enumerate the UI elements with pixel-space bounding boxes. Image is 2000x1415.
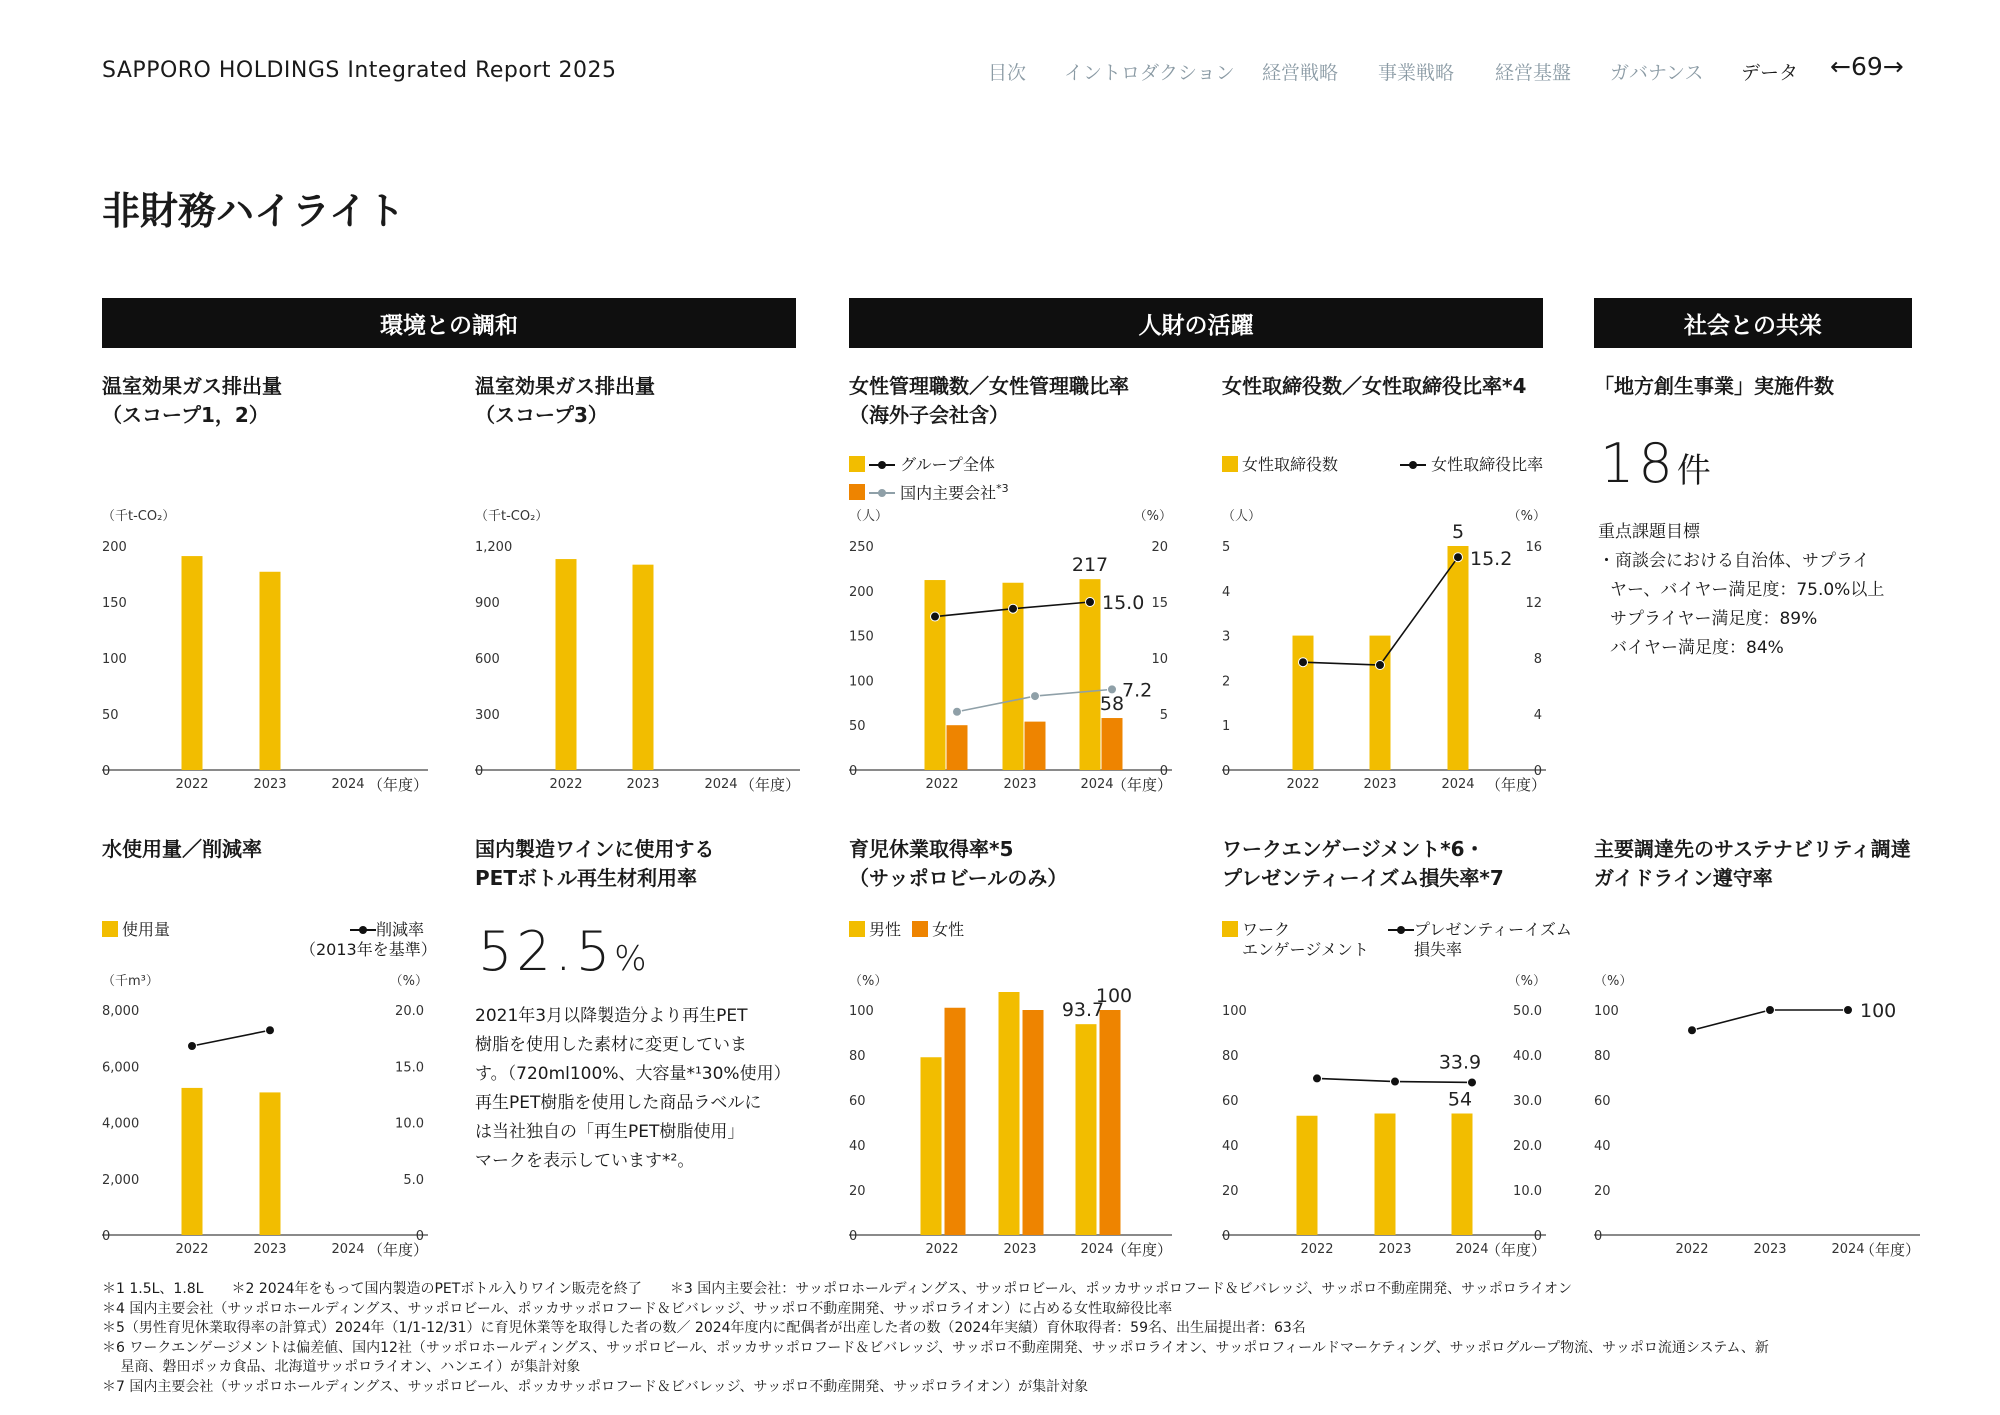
- engagement-bar: [1375, 1114, 1396, 1236]
- engagement-point: [1391, 1077, 1400, 1086]
- procurement-point: [1844, 1006, 1853, 1015]
- water-legend-bar: 使用量: [102, 920, 170, 940]
- regional-value: 18件: [1600, 432, 1711, 495]
- water-y-tick: 8,000: [102, 1004, 140, 1019]
- ghg12-unit-left: （千t-CO₂）: [102, 509, 176, 524]
- water-y2-tick: 5.0: [403, 1172, 424, 1188]
- engagement-x-tick: 2024: [1455, 1242, 1489, 1257]
- women_directors-y-tick: 2: [1222, 674, 1231, 690]
- women_mgmt-bar: [947, 725, 968, 770]
- engagement-y2-tick: 10.0: [1513, 1184, 1542, 1199]
- women_directors-bar: [1293, 636, 1314, 770]
- ghg3-y-tick: 0: [475, 764, 484, 779]
- women_mgmt-bar: [1080, 579, 1101, 770]
- women_mgmt-y-tick: 150: [849, 629, 874, 645]
- women_directors-data-label: 15.2: [1470, 548, 1513, 571]
- water-y-tick: 2,000: [102, 1172, 140, 1188]
- childcare-bar: [1076, 1024, 1097, 1235]
- ghg3-y-tick: 1,200: [475, 540, 513, 555]
- childcare-bar: [999, 992, 1020, 1235]
- women_directors-y2-tick: 0: [1533, 764, 1542, 779]
- procurement-y-tick: 100: [1594, 1004, 1619, 1019]
- childcare-legend: 男性 女性: [849, 920, 964, 940]
- women_mgmt-bar: [1102, 718, 1123, 770]
- women_mgmt-point: [1086, 598, 1095, 607]
- section-people: 人財の活躍: [849, 298, 1543, 348]
- ghg3-bar: [556, 559, 577, 770]
- women_mgmt-y-tick: 250: [849, 540, 874, 555]
- procurement-data-label: 100: [1860, 1000, 1897, 1022]
- ghg12-y-tick: 150: [102, 596, 127, 611]
- women_mgmt-y2-tick: 10: [1151, 652, 1168, 667]
- water-year-unit: （年度）: [367, 1241, 428, 1259]
- footnote: ＊6 ワークエンゲージメントは偏差値、国内12社（サッポロホールディングス、サッポロビール、ポッカサッポロフード＆ビバレッジ、サッポロ不動産開発、サッポロライオン、サッポロフィールドマーケティング、サッポログループ物流、サッポロ流通システム、新: [102, 1339, 1769, 1356]
- ghg3-x-tick: 2024: [704, 777, 738, 792]
- ghg12-bar: [260, 572, 281, 770]
- water-bar: [260, 1092, 281, 1235]
- nav-foundation[interactable]: 経営基盤: [1495, 62, 1572, 84]
- childcare-bar: [921, 1057, 942, 1235]
- procurement-y-tick: 40: [1594, 1139, 1611, 1154]
- water-series-line: [192, 1030, 270, 1046]
- water-y2-tick: 0: [415, 1229, 424, 1244]
- women_directors-data-label: 5: [1451, 521, 1465, 543]
- women_directors-y2-tick: 16: [1525, 540, 1542, 555]
- women-directors-legend-line: 女性取締役比率: [1400, 455, 1543, 475]
- women_mgmt-y2-tick: 15: [1151, 596, 1168, 611]
- ghg12-bar: [182, 556, 203, 770]
- women_directors-y-tick: 3: [1222, 629, 1231, 645]
- women_mgmt-y2-tick: 0: [1159, 764, 1168, 779]
- footnote: ＊7 国内主要会社（サッポロホールディングス、サッポロビール、ポッカサッポロフード＆ビバレッジ、サッポロ不動産開発、サッポロライオン）が集計対象: [102, 1378, 1089, 1395]
- water-bar: [182, 1088, 203, 1235]
- childcare-y-tick: 40: [849, 1139, 866, 1154]
- childcare-data-label: 100: [1095, 985, 1133, 1007]
- ghg3-unit-left: （千t-CO₂）: [475, 509, 549, 524]
- women_directors-x-tick: 2023: [1363, 777, 1397, 792]
- nav-strategy[interactable]: 経営戦略: [1262, 62, 1339, 84]
- engagement-data-label: 33.9: [1438, 1051, 1482, 1074]
- childcare-unit-left: （%）: [849, 974, 888, 989]
- childcare-y-tick: 0: [849, 1229, 858, 1244]
- engagement-x-tick: 2023: [1378, 1242, 1412, 1257]
- engagement-y-tick: 100: [1222, 1004, 1247, 1019]
- engagement-data-label: 54: [1447, 1088, 1473, 1111]
- section-society: 社会との共栄: [1594, 298, 1912, 348]
- procurement-point: [1766, 1006, 1775, 1015]
- wine-title: 国内製造ワインに使用する PETボトル再生材利用率: [475, 837, 715, 890]
- wine-description: 2021年3月以降製造分より再生PET 樹脂を使用した素材に変更していま す。（720ml100%、大容量*¹30%使用） 再生PET樹脂を使用した商品ラベルに は当社独自の「再生PET樹脂使用」 マークを表示しています*²。: [475, 1006, 791, 1171]
- prev-page-arrow-icon[interactable]: ←: [1830, 52, 1851, 81]
- ghg3-y-tick: 300: [475, 708, 500, 723]
- engagement-y-tick: 40: [1222, 1139, 1239, 1154]
- ghg12-x-tick: 2024: [331, 777, 365, 792]
- water-x-tick: 2024: [331, 1242, 365, 1257]
- childcare-data-label: 93.7: [1061, 999, 1105, 1022]
- nav-data[interactable]: データ: [1741, 62, 1799, 84]
- women_mgmt-y2-tick: 20: [1151, 540, 1168, 555]
- women_directors-y-tick: 4: [1222, 584, 1231, 600]
- procurement-x-tick: 2022: [1675, 1242, 1709, 1257]
- next-page-arrow-icon[interactable]: →: [1882, 52, 1904, 81]
- engagement-y-tick: 0: [1222, 1229, 1231, 1244]
- ghg12-y-tick: 50: [102, 708, 119, 723]
- engagement-point: [1468, 1078, 1477, 1087]
- women_mgmt-point: [931, 612, 940, 621]
- women_mgmt-y-tick: 0: [849, 764, 858, 779]
- water-y-tick: 6,000: [102, 1060, 140, 1076]
- procurement-point: [1688, 1026, 1697, 1035]
- women_directors-y-tick: 1: [1222, 719, 1231, 735]
- women_mgmt-x-tick: 2023: [1003, 777, 1037, 792]
- women_mgmt-x-tick: 2024: [1080, 777, 1114, 792]
- water-y2-tick: 20.0: [395, 1004, 424, 1019]
- ghg12-y-tick: 100: [102, 652, 127, 667]
- water-y-tick: 0: [102, 1229, 111, 1244]
- engagement-year-unit: （年度）: [1485, 1241, 1546, 1259]
- women_mgmt-y-tick: 100: [849, 674, 874, 690]
- wine-value: 52.5%: [478, 920, 647, 983]
- page-number: 69: [1850, 52, 1883, 81]
- women_directors-y-tick: 5: [1222, 540, 1231, 555]
- women_directors-y2-tick: 8: [1533, 652, 1542, 667]
- women_mgmt-y2-tick: 5: [1159, 708, 1168, 723]
- women-directors-title: 女性取締役数／女性取締役比率*4: [1222, 374, 1527, 398]
- legend-group: グループ全体: [849, 455, 1009, 475]
- footnote: ＊1 1.5L、1.8L ＊2 2024年をもって国内製造のPETボトル入りワイン販売を終了 ＊3 国内主要会社：サッポロホールディングス、サッポロビール、ポッカサッポロフード＆ビバレッジ、サッポロ不動産開発、サッポロライオン: [102, 1281, 1572, 1297]
- engagement-bar: [1297, 1116, 1318, 1235]
- women_mgmt-x-tick: 2022: [925, 777, 959, 792]
- legend-domestic: 国内主要会社$^{*3}$: [849, 479, 1009, 503]
- childcare-y-tick: 20: [849, 1184, 866, 1199]
- footnote: 星商、磐田ポッカ食品、北海道サッポロライオン、ハンエイ）が集計対象: [102, 1359, 581, 1375]
- engagement-y2-tick: 30.0: [1513, 1094, 1542, 1109]
- footnote: ＊5（男性育児休業取得率の計算式）2024年（1/1-12/31）に育児休業等を取得した者の数／ 2024年度内に配偶者が出産した者の数（2024年実績）育休取得者：59名、出生届提出者：63名: [102, 1320, 1306, 1336]
- women_mgmt-point: [953, 707, 962, 716]
- nav-contents[interactable]: 目次: [988, 62, 1027, 84]
- water-point: [188, 1042, 197, 1051]
- engagement-y2-tick: 0: [1533, 1229, 1542, 1244]
- childcare-y-tick: 80: [849, 1049, 866, 1064]
- engagement-bar: [1452, 1114, 1473, 1236]
- water-title: 水使用量／削減率: [102, 837, 262, 861]
- women_mgmt-point: [1009, 604, 1018, 613]
- water-unit-right: （%）: [389, 974, 428, 989]
- ghg12-year-unit: （年度）: [367, 776, 428, 794]
- women_mgmt-y-tick: 200: [849, 584, 874, 600]
- childcare-x-tick: 2022: [925, 1242, 959, 1257]
- engagement-title: ワークエンゲージメント*6・ プレゼンティーイズム損失率*7: [1222, 837, 1504, 890]
- women_mgmt-data-label: 58: [1099, 693, 1125, 716]
- procurement-y-tick: 80: [1594, 1049, 1611, 1064]
- report-title: SAPPORO HOLDINGS Integrated Report 2025: [102, 58, 617, 83]
- ghg3-y-tick: 600: [475, 652, 500, 667]
- women_mgmt-year-unit: （年度）: [1111, 776, 1172, 794]
- ghg3-title: 温室効果ガス排出量 （スコープ3）: [475, 374, 655, 427]
- childcare-y-tick: 60: [849, 1094, 866, 1109]
- childcare-y-tick: 100: [849, 1004, 874, 1019]
- section-environment: 環境との調和: [102, 298, 796, 348]
- women_mgmt-unit-left: （人）: [849, 509, 889, 524]
- women_directors-unit-right: （%）: [1507, 509, 1546, 524]
- childcare-bar: [945, 1008, 966, 1235]
- nav-business[interactable]: 事業戦略: [1378, 62, 1455, 84]
- engagement-y-tick: 80: [1222, 1049, 1239, 1064]
- childcare-bar: [1023, 1010, 1044, 1235]
- women_directors-y2-tick: 12: [1525, 596, 1542, 611]
- ghg3-x-tick: 2022: [549, 777, 583, 792]
- water-unit-left: （千m³）: [102, 974, 159, 989]
- childcare-title: 育児休業取得率*5 （サッポロビールのみ）: [849, 837, 1068, 890]
- women_mgmt-bar: [1025, 722, 1046, 770]
- engagement-point: [1313, 1074, 1322, 1083]
- procurement-x-tick: 2023: [1753, 1242, 1787, 1257]
- women_directors-x-tick: 2024: [1441, 777, 1475, 792]
- engagement-x-tick: 2022: [1300, 1242, 1334, 1257]
- water-y-tick: 4,000: [102, 1116, 140, 1132]
- engagement-y2-tick: 20.0: [1513, 1139, 1542, 1154]
- procurement-y-tick: 20: [1594, 1184, 1611, 1199]
- engagement-y-tick: 20: [1222, 1184, 1239, 1199]
- water-y2-tick: 10.0: [395, 1116, 424, 1132]
- footnotes: [102, 1280, 1922, 1397]
- ghg3-year-unit: （年度）: [739, 776, 800, 794]
- regional-target: 重点課題目標 ・商談会における自治体、サプライ ヤー、バイヤー満足度：75.0%以上 サプライヤー満足度：89% バイヤー満足度：84%: [1598, 522, 1885, 658]
- women_directors-y2-tick: 4: [1533, 708, 1542, 723]
- ghg3-y-tick: 900: [475, 596, 500, 611]
- ghg3-bar: [633, 565, 654, 770]
- engagement-y2-tick: 40.0: [1513, 1049, 1542, 1064]
- women-mgmt-title: 女性管理職数／女性管理職比率 （海外子会社含）: [849, 374, 1129, 427]
- water-y2-tick: 15.0: [395, 1060, 424, 1076]
- procurement-x-tick: 2024: [1831, 1242, 1865, 1257]
- water-point: [266, 1026, 275, 1035]
- water-legend-line: 削減率 （2013年を基準）: [300, 920, 437, 959]
- nav-introduction[interactable]: イントロダクション: [1064, 62, 1235, 84]
- procurement-y-tick: 60: [1594, 1094, 1611, 1109]
- women_directors-year-unit: （年度）: [1485, 776, 1546, 794]
- women-directors-legend-bar: 女性取締役数: [1222, 455, 1338, 475]
- women_directors-point: [1299, 658, 1308, 667]
- nav-governance[interactable]: ガバナンス: [1610, 62, 1704, 84]
- regional-title: 「地方創生事業」実施件数: [1594, 374, 1834, 398]
- women_directors-x-tick: 2022: [1286, 777, 1320, 792]
- women_directors-bar: [1448, 546, 1469, 770]
- childcare-x-tick: 2024: [1080, 1242, 1114, 1257]
- ghg12-x-tick: 2023: [253, 777, 287, 792]
- ghg12-y-tick: 0: [102, 764, 111, 779]
- ghg12-y-tick: 200: [102, 540, 127, 555]
- ghg12-x-tick: 2022: [175, 777, 209, 792]
- women_mgmt-data-label: 217: [1071, 554, 1109, 577]
- footnote: ＊4 国内主要会社（サッポロホールディングス、サッポロビール、ポッカサッポロフード＆ビバレッジ、サッポロ不動産開発、サッポロライオン）に占める女性取締役比率: [102, 1300, 1173, 1317]
- childcare-x-tick: 2023: [1003, 1242, 1037, 1257]
- procurement-y-tick: 0: [1594, 1229, 1603, 1244]
- women_directors-point: [1454, 553, 1463, 562]
- women_directors-y-tick: 0: [1222, 764, 1231, 779]
- women_directors-point: [1376, 661, 1385, 670]
- ghg3-x-tick: 2023: [626, 777, 660, 792]
- water-x-tick: 2022: [175, 1242, 209, 1257]
- ghg12-title: 温室効果ガス排出量 （スコープ1，2）: [102, 374, 282, 427]
- procurement-unit-left: （%）: [1594, 974, 1633, 989]
- women_mgmt-bar: [925, 580, 946, 770]
- women_mgmt-data-label: 15.0: [1102, 592, 1145, 614]
- procurement-title: 主要調達先のサステナビリティ調達 ガイドライン遵守率: [1594, 837, 1911, 890]
- women_mgmt-y-tick: 50: [849, 719, 866, 735]
- women_mgmt-point: [1031, 692, 1040, 701]
- engagement-legend-bar: ワーク エンゲージメント: [1222, 920, 1369, 960]
- engagement-unit-right: （%）: [1507, 974, 1546, 989]
- engagement-y2-tick: 50.0: [1513, 1004, 1542, 1019]
- childcare-bar: [1100, 1010, 1121, 1235]
- page-title: 非財務ハイライト: [102, 189, 405, 233]
- women_directors-unit-left: （人）: [1222, 509, 1262, 524]
- women_mgmt-data-label: 7.2: [1122, 679, 1153, 702]
- procurement-year-unit: （年度）: [1859, 1241, 1920, 1259]
- water-x-tick: 2023: [253, 1242, 287, 1257]
- women_mgmt-unit-right: （%）: [1133, 509, 1172, 524]
- engagement-y-tick: 60: [1222, 1094, 1239, 1109]
- engagement-legend-line: プレゼンティーイズム 損失率: [1388, 920, 1572, 960]
- childcare-year-unit: （年度）: [1111, 1241, 1172, 1259]
